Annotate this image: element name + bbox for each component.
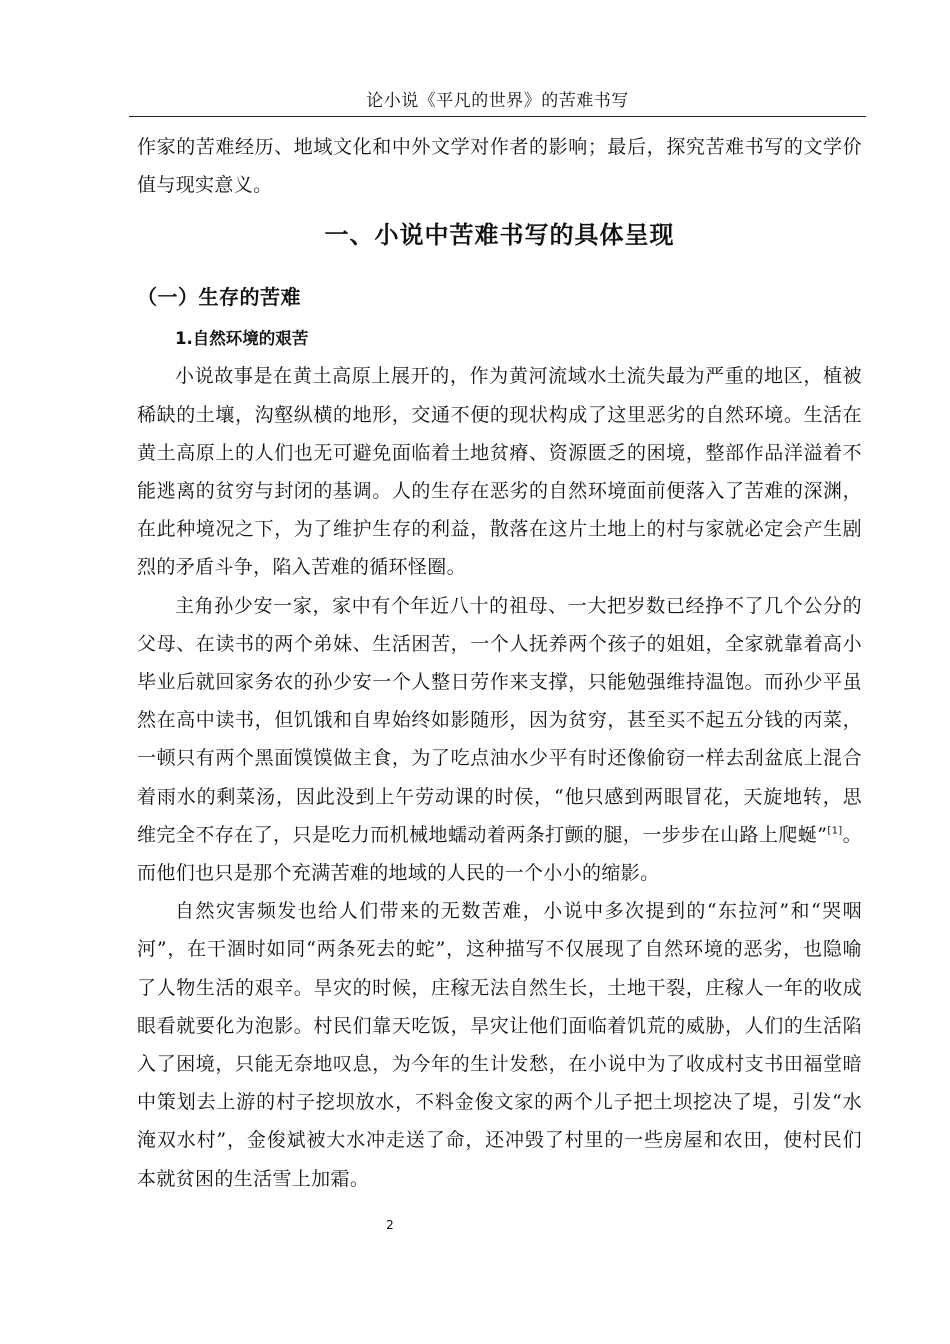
chapter-heading: 一、小说中苦难书写的具体呈现 [324,221,675,250]
citation-reference[interactable]: [1] [827,825,843,837]
body-paragraph-natural-disasters: 自然灾害频发也给人们带来的无数苦难，小说中多次提到的“东拉河”和“哭咽河”，在干涸时如同“两条死去的蛇”，这种描写不仅展现了自然环境的恶劣，也隐喻了人物生活的艰辛。旱灾的时候，庄稼无法自然生长，土地干裂，庄稼人一年的收成眼看就要化为泡影。村民们靠天吃饭，旱灾让他们面临着饥荒的威胁，人们的生活陷入了困境，只能无奈地叹息，为今年的生计发愁，在小说中为了收成村支书田福堂暗中策划去上游的村子挖坝放水，不料金俊文家的两个儿子把土坝挖决了堤，引发“水淹双水村”，金俊斌被大水冲走送了命，还冲毁了村里的一些房屋和农田，使村民们本就贫困的生活雪上加霜。 [137,900,862,1190]
paragraph-text: 。而他们也只是那个充满苦难的地域的人民的一个小小的缩影。 [137,823,862,885]
section-heading: （一）生存的苦难 [137,285,301,310]
running-header-title: 论小说《平凡的世界》的苦难书写 [366,91,629,111]
intro-continuation-paragraph: 作家的苦难经历、地域文化和中外文学对作者的影响；最后，探究苦难书写的文学价值与现实意义。 [137,136,862,197]
paragraph-text: 主角孙少安一家，家中有个年近八十的祖母、一大把岁数已经挣不了几个公分的父母、在读书的两个弟妹、生活困苦，一个人抚养两个孩子的姐姐，全家就靠着高小毕业后就回家务农的孙少安一个人整日劳作来支撑，只能勉强维持温饱。而孙少平虽然在高中读书，但饥饿和自卑始终如影随形，因为贫穷，甚至买不起五分钱的丙菜，一顿只有两个黑面馍馍做主食，为了吃点油水少平有时还像偷窃一样去刮盆底上混合着雨水的剩菜汤，因此没到上午劳动课的时侯，“他只感到两眼冒花，天旋地转，思维完全不存在了，只是吃力而机械地蠕动着两条打颤的腿，一步步在山路上爬蜒” [137,594,862,846]
running-header [129,88,866,117]
body-paragraph-sun-family [137,587,862,893]
subsection-heading: 1.自然环境的艰苦 [175,329,309,349]
body-paragraph-natural-environment: 小说故事是在黄土高原上展开的，作为黄河流域水土流失最为严重的地区，植被稀缺的土壤，沟壑纵横的地形，交通不便的现状构成了这里恶劣的自然环境。生活在黄土高原上的人们也无可避免面临着土地贫瘠、资源匮乏的困境，整部作品洋溢着不能逃离的贫穷与封闭的基调。人的生存在恶劣的自然环境面前便落入了苦难的深渊，在此种境况之下，为了维护生存的利益，散落在这片土地上的村与家就必定会产生剧烈的矛盾斗争，陷入苦难的循环怪圈。 [137,365,862,579]
page-number: 2 [386,1218,394,1232]
page-body [137,128,862,1198]
